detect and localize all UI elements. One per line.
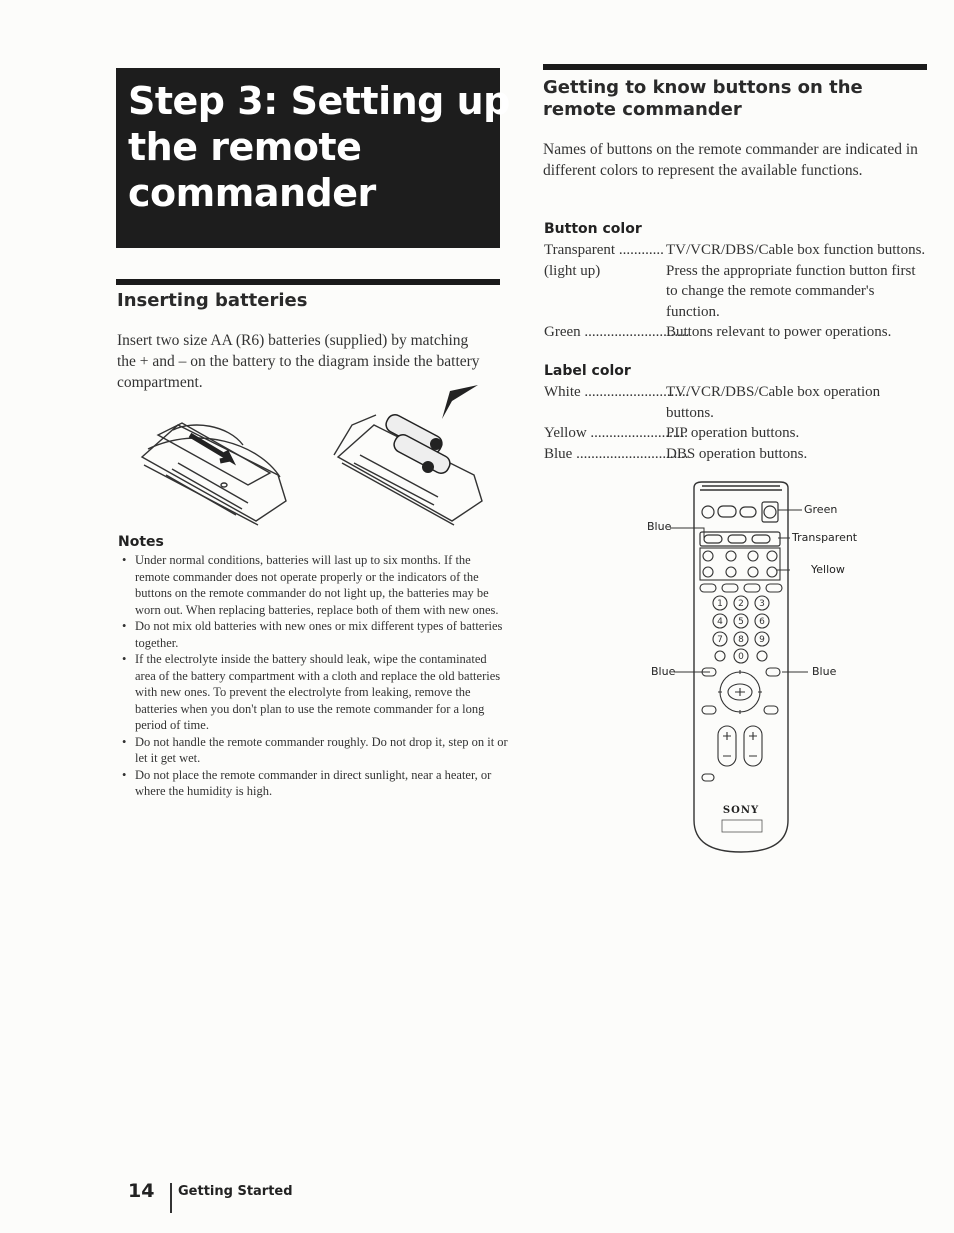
remote-back-cover-figure	[142, 423, 286, 525]
insert-arrow-icon	[442, 385, 478, 419]
label-color-row-white	[544, 382, 930, 423]
label-blue-top: Blue	[647, 520, 672, 533]
buttons-intro: Names of buttons on the remote commander are indicated in different colors to represent the available functions.	[543, 141, 918, 179]
label-color-heading: Label color	[544, 363, 631, 379]
term-transparent: Transparent ............	[544, 242, 664, 258]
note-item: • Do not mix old batteries with new ones or mix different types of batteries together.	[118, 618, 508, 651]
note-item: • Do not place the remote commander in direct sunlight, near a heater, or where the humidity is high.	[118, 767, 508, 800]
section-rule-buttons	[543, 64, 927, 70]
remote-brand-logo: SONY	[722, 805, 760, 816]
term-light-up: (light up)	[544, 262, 601, 279]
note-item: • If the electrolyte inside the battery should leak, wipe the contaminated area of the battery compartment with a cloth and replace the old batteries with new ones. To prevent the electrolyte from leaking, remove the batteries when you don't plan to use the remote commander for a long period of time.	[118, 651, 508, 734]
buttons-heading: Getting to know buttons on the remote commander	[543, 77, 863, 120]
page-title-line-1: Step 3: Setting up	[128, 79, 510, 123]
notes-list	[118, 552, 508, 800]
page-title-line-2: the remote	[128, 125, 362, 169]
button-color-row-green	[544, 322, 930, 343]
button-color-row-transparent	[544, 240, 930, 322]
key-7: 7	[717, 635, 723, 645]
label-green: Green	[804, 503, 838, 516]
key-3: 3	[759, 599, 765, 609]
term-white: White ............................	[544, 384, 690, 400]
button-color-heading: Button color	[544, 221, 642, 237]
key-9: 9	[759, 635, 765, 645]
label-color-table	[544, 382, 930, 464]
key-1: 1	[717, 599, 723, 609]
label-color-row-blue	[544, 444, 930, 465]
battery-pair-figure	[383, 412, 452, 476]
inserting-heading: Inserting batteries	[117, 290, 308, 311]
page-number: 14	[128, 1180, 155, 1202]
key-2: 2	[738, 599, 744, 609]
footer-section-name: Getting Started	[178, 1184, 293, 1199]
remote-callout-lines	[670, 500, 810, 680]
inserting-body: Insert two size AA (R6) batteries (supplied) by matching the + and – on the battery to the diagram inside the battery compartment.	[117, 332, 480, 391]
volume-channel-rockers	[702, 726, 762, 781]
notes-heading: Notes	[118, 534, 164, 550]
def-white: TV/VCR/DBS/Cable box operation buttons.	[666, 384, 881, 421]
key-4: 4	[717, 617, 723, 627]
key-6: 6	[759, 617, 765, 627]
button-color-table	[544, 240, 930, 343]
section-rule-inserting	[116, 279, 500, 285]
note-item: • Under normal conditions, batteries will last up to six months. If the remote commander does not operate properly or the indicators of the buttons on the remote commander do not light up, the batteries may be worn out. When replacing batteries, replace both of them with new ones.	[118, 552, 508, 618]
def-transparent: TV/VCR/DBS/Cable box function buttons. Press the appropriate function button first to change the remote commander's function.	[666, 242, 926, 320]
footer-divider	[170, 1183, 172, 1213]
battery-insertion-illustration	[138, 385, 488, 525]
def-yellow: PIP operation buttons.	[666, 425, 800, 441]
key-5: 5	[738, 617, 744, 627]
def-green: Buttons relevant to power operations.	[666, 324, 892, 340]
page-title-line-3: commander	[128, 171, 376, 215]
key-0: 0	[738, 652, 744, 662]
label-yellow: Yellow	[811, 563, 845, 576]
page-title-box	[116, 68, 510, 248]
term-green: Green ............................	[544, 324, 690, 340]
note-item: • Do not handle the remote commander roughly. Do not drop it, step on it or let it get wet.	[118, 734, 508, 767]
label-blue-mid: Blue	[651, 665, 676, 678]
def-blue: DBS operation buttons.	[666, 445, 808, 462]
label-blue-right: Blue	[812, 665, 837, 678]
term-yellow: Yellow ..........................	[544, 425, 688, 441]
term-blue: Blue ..............................	[544, 445, 689, 462]
label-transparent: Transparent	[792, 531, 858, 544]
key-8: 8	[738, 635, 744, 645]
label-color-row-yellow	[544, 423, 930, 444]
